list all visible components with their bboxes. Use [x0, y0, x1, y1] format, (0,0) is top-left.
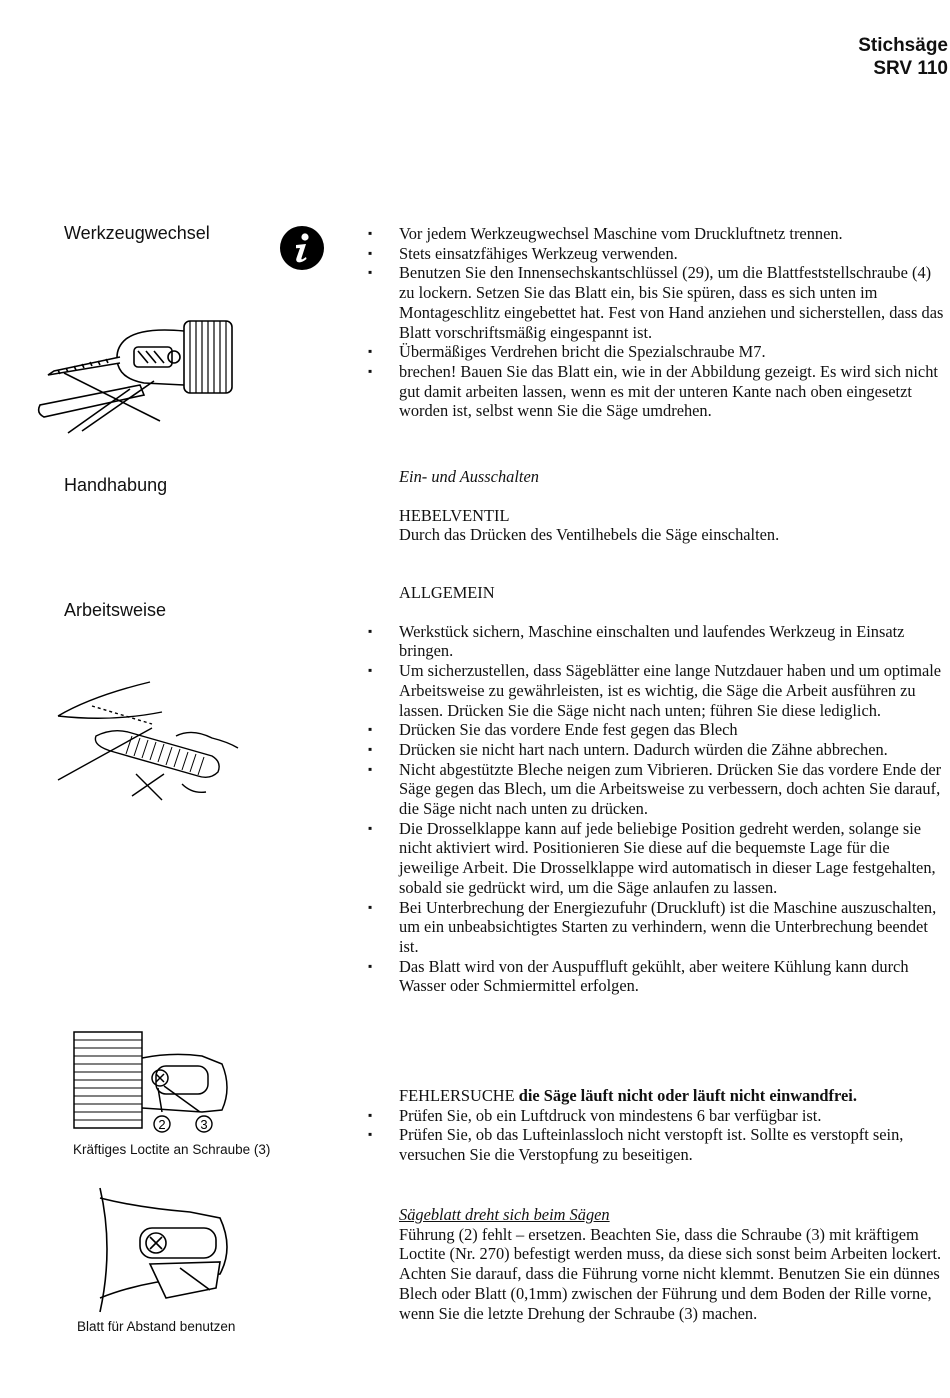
fehlersuche-problem: die Säge läuft nicht oder läuft nicht einwandfrei. — [518, 1086, 857, 1105]
list-item: ▪ Nicht abgestützte Bleche neigen zum Vibrieren. Drücken Sie das vordere Ende der Säge gegen das Blech, um die Arbeitsweise zu verbessern, doch achten Sie darauf, die Säge nicht nach unten zu drücken. — [368, 760, 950, 819]
list-item: ▪ brechen! Bauen Sie das Blatt ein, wie in der Abbildung gezeigt. Es wird sich nicht gut damit arbeiten lassen, wenn es mit der unteren Kante nach oben eingesetzt worden ist, selbst wenn Sie die Säge umdrehen. — [368, 362, 950, 421]
arbeitsweise-list — [368, 622, 950, 996]
callout-3-number: 3 — [200, 1117, 208, 1132]
saegeblatt-heading: Sägeblatt dreht sich beim Sägen — [399, 1205, 610, 1224]
list-item: ▪ Übermäßiges Verdrehen bricht die Spezialschraube M7. — [368, 342, 950, 362]
list-item: ▪ Benutzen Sie den Innensechskantschlüssel (29), um die Blattfeststellschraube (4) zu lockern. Setzen Sie das Blatt ein, bis Sie spüren, dass es sich unten im Montageschlitz eingebettet hat. Fest von Hand anziehen und sicherstellen, dass das Blatt vorschriftsmäßig eingespannt ist. — [368, 263, 950, 342]
list-item: ▪ Drücken sie nicht hart nach untern. Dadurch würden die Zähne abbrechen. — [368, 740, 950, 760]
list-item: ▪ Stets einsatzfähiges Werkzeug verwenden. — [368, 244, 950, 264]
list-item: ▪ Prüfen Sie, ob das Lufteinlassloch nicht verstopft ist. Sollte es verstopft sein, versuchen Sie die Verstopfung zu beseitigen. — [368, 1125, 950, 1164]
list-item: ▪ Drücken Sie das vordere Ende fest gegen das Blech — [368, 720, 950, 740]
list-item: ▪ Um sicherzustellen, dass Sägeblätter eine lange Nutzdauer haben und um optimale Arbeitsweise zu gewährleisten, ist es wichtig, die Säge die Arbeit ausführen zu lassen. Drücken Sie die Säge nicht nach unten; führen Sie diese lediglich. — [368, 661, 950, 720]
handhabung-section — [368, 467, 950, 545]
blade-holder-illustration — [34, 313, 242, 435]
list-item: ▪ Vor jedem Werkzeugwechsel Maschine vom Druckluftnetz trennen. — [368, 224, 950, 244]
sawing-illustration — [52, 676, 242, 812]
arbeitsweise-section — [368, 583, 950, 996]
fehlersuche-heading — [368, 1086, 950, 1106]
handhabung-subtitle: Ein- und Ausschalten — [399, 467, 539, 486]
list-item: ▪ Bei Unterbrechung der Energiezufuhr (Druckluft) ist die Maschine auszuschalten, um ein unbeabsichtigtes Starten zu verhindern, wenn die Unterbrechung beendet ist. — [368, 898, 950, 957]
label-handhabung: Handhabung — [64, 475, 168, 495]
handhabung-heading: HEBELVENTIL — [399, 505, 510, 525]
werkzeugwechsel-list — [368, 224, 950, 421]
saegeblatt-section — [368, 1205, 950, 1323]
loctite-caption: Kräftiges Loctite an Schraube (3) — [73, 1142, 271, 1157]
label-werkzeugwechsel: Werkzeugwechsel — [64, 223, 210, 243]
document-title: Stichsäge — [858, 35, 948, 56]
info-icon — [279, 225, 325, 271]
list-item: ▪ Die Drosselklappe kann auf jede beliebige Position gedreht werden, solange sie nicht aktiviert wird. Positionieren Sie diese auf die bequemste Lage für die jeweilige Arbeit. Die Drosselklappe wird automatisch in dieser Lage festgehalten, sobald sie gedrückt wird, um die Säge anlaufen zu lassen. — [368, 819, 950, 898]
arbeitsweise-heading: ALLGEMEIN — [399, 583, 495, 602]
callout-2-number: 2 — [158, 1117, 166, 1132]
handhabung-text: Durch das Drücken des Ventilhebels die Säge einschalten. — [399, 525, 780, 545]
list-item: ▪ Prüfen Sie, ob ein Luftdruck von mindestens 6 bar verfügbar ist. — [368, 1106, 950, 1126]
label-arbeitsweise: Arbeitsweise — [64, 600, 167, 620]
fehlersuche-label: FEHLERSUCHE — [399, 1086, 515, 1105]
werkzeugwechsel-section — [368, 224, 950, 421]
document-header — [858, 34, 948, 80]
blatt-caption: Blatt für Abstand benutzen — [77, 1319, 236, 1334]
fehlersuche-list — [368, 1106, 950, 1165]
list-item: ▪ Werkstück sichern, Maschine einschalten und laufendes Werkzeug in Einsatz bringen. — [368, 622, 950, 661]
loctite-screw-illustration — [72, 1028, 236, 1138]
saegeblatt-text: Führung (2) fehlt – ersetzen. Beachten Sie, dass die Schraube (3) mit kräftigem Loctite (Nr. 270) befestigt werden muss, da diese sich sonst beim Arbeiten lockert. Achten Sie darauf, dass die Führung vorne nicht klemmt. Benutzen Sie ein dünnes Blech oder Blatt (0,1mm) zwischen der Führung und dem Boden der Rille vorne, wenn Sie die letzte Drehung der Schraube (3) machen. — [399, 1224, 942, 1323]
fehlersuche-section — [368, 1086, 950, 1165]
blade-spacer-illustration — [70, 1178, 254, 1316]
document-model: SRV 110 — [873, 58, 948, 79]
list-item: ▪ Das Blatt wird von der Auspuffluft gekühlt, aber weitere Kühlung kann durch Wasser oder Schmiermittel erfolgen. — [368, 957, 950, 996]
